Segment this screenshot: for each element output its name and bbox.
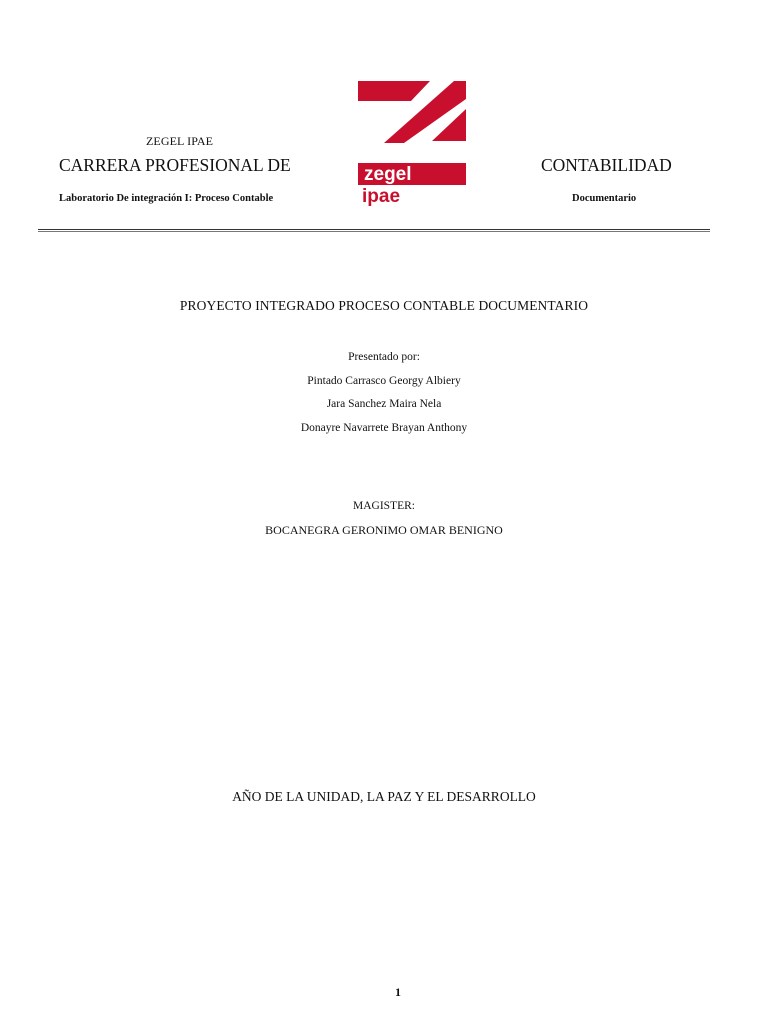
institution-name-small: ZEGEL IPAE — [146, 134, 214, 148]
logo-text-ipae: ipae — [362, 186, 401, 206]
career-title-left: CARRERA PROFESIONAL DE — [59, 155, 291, 175]
header-divider — [38, 229, 710, 230]
header-divider-secondary — [38, 231, 710, 232]
year-motto: AÑO DE LA UNIDAD, LA PAZ Y EL DESARROLLO — [232, 789, 536, 804]
presented-by-label: Presentado por: — [348, 351, 420, 363]
zegel-ipae-logo-graphic — [358, 81, 466, 206]
career-title-right: CONTABILIDAD — [541, 155, 672, 175]
author-name: Donayre Navarrete Brayan Anthony — [300, 422, 468, 434]
course-name-left: Laboratorio De integración I: Proceso Contable — [59, 193, 274, 204]
page-number: 1 — [395, 985, 401, 999]
logo-text-zegel: zegel — [364, 164, 412, 185]
course-name-right: Documentario — [572, 193, 637, 204]
zegel-ipae-logo — [358, 81, 466, 206]
magister-name: BOCANEGRA GERONIMO OMAR BENIGNO — [265, 523, 503, 537]
magister-label: MAGISTER: — [353, 500, 415, 512]
project-title: PROYECTO INTEGRADO PROCESO CONTABLE DOCUMENTARIO — [179, 298, 589, 313]
author-name: Pintado Carrasco Georgy Albiery — [307, 375, 461, 387]
author-name: Jara Sanchez Maira Nela — [326, 398, 442, 410]
